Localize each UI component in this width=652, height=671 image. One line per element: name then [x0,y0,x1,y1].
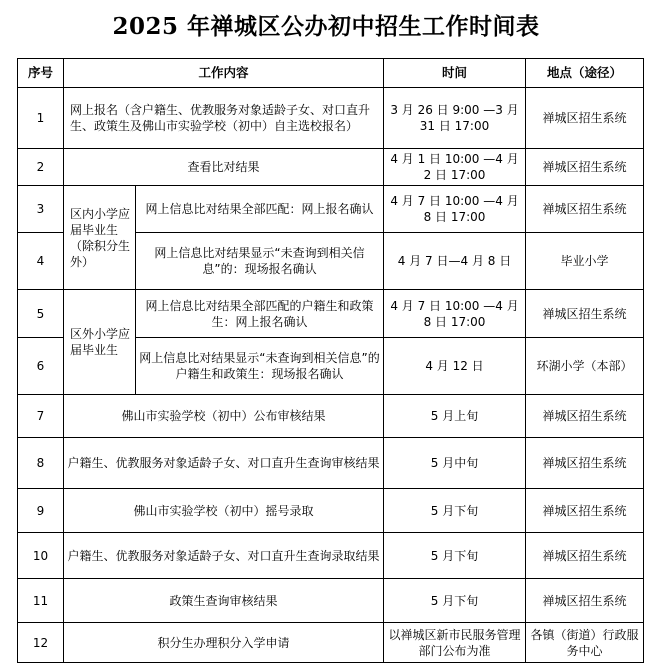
row-seq: 9 [18,489,64,533]
table-row [18,489,644,533]
row-place: 各镇（街道）行政服务中心 [526,623,644,663]
row-time: 4 月 7 日—4 月 8 日 [384,233,526,290]
row-seq: 8 [18,438,64,489]
header-place: 地点（途径） [526,59,644,88]
row-content: 户籍生、优教服务对象适龄子女、对口直升生查询审核结果 [64,438,384,489]
row-seq: 4 [18,233,64,290]
table-row [18,623,644,663]
table-row [18,88,644,149]
row-place: 禅城区招生系统 [526,489,644,533]
row-time: 5 月下旬 [384,489,526,533]
row-content: 积分生办理积分入学申请 [64,623,384,663]
row-time: 以禅城区新市民服务管理部门公布为准 [384,623,526,663]
header-seq: 序号 [18,59,64,88]
row-time: 3 月 26 日 9:00 —3 月 31 日 17:00 [384,88,526,149]
table-row [18,149,644,186]
row-seq: 6 [18,338,64,395]
table-row [18,290,644,338]
row-place: 禅城区招生系统 [526,186,644,233]
row-time: 4 月 12 日 [384,338,526,395]
table-row [18,533,644,579]
page-title: 2025 年禅城区公办初中招生工作时间表 [112,13,540,40]
table-row [18,438,644,489]
row-place: 环湖小学（本部） [526,338,644,395]
table-row [18,579,644,623]
row-content: 查看比对结果 [64,149,384,186]
row-content: 网上信息比对结果显示“未查询到相关信息”的户籍生和政策生：现场报名确认 [136,338,384,395]
header-time: 时间 [384,59,526,88]
row-seq: 12 [18,623,64,663]
row-place: 禅城区招生系统 [526,395,644,438]
header-row [18,59,644,88]
table-row [18,186,644,233]
row-place: 禅城区招生系统 [526,579,644,623]
row-seq: 2 [18,149,64,186]
group-out-district: 区外小学应届毕业生 [64,290,136,395]
row-place: 禅城区招生系统 [526,290,644,338]
row-place: 禅城区招生系统 [526,88,644,149]
row-place: 禅城区招生系统 [526,438,644,489]
row-content: 网上信息比对结果显示“未查询到相关信息”的：现场报名确认 [136,233,384,290]
row-time: 5 月上旬 [384,395,526,438]
row-time: 5 月中旬 [384,438,526,489]
row-seq: 10 [18,533,64,579]
row-content: 网上报名（含户籍生、优教服务对象适龄子女、对口直升生、政策生及佛山市实验学校（初中）自主选校报名） [64,88,384,149]
group-in-district: 区内小学应届毕业生（除积分生外） [64,186,136,290]
header-content: 工作内容 [64,59,384,88]
row-content: 网上信息比对结果全部匹配的户籍生和政策生：网上报名确认 [136,290,384,338]
row-content: 佛山市实验学校（初中）公布审核结果 [64,395,384,438]
row-time: 5 月下旬 [384,533,526,579]
row-time: 5 月下旬 [384,579,526,623]
schedule-table [17,58,644,663]
row-seq: 5 [18,290,64,338]
row-time: 4 月 1 日 10:00 —4 月 2 日 17:00 [384,149,526,186]
row-place: 毕业小学 [526,233,644,290]
row-seq: 1 [18,88,64,149]
row-content: 网上信息比对结果全部匹配：网上报名确认 [136,186,384,233]
row-time: 4 月 7 日 10:00 —4 月 8 日 17:00 [384,186,526,233]
row-place: 禅城区招生系统 [526,533,644,579]
row-content: 政策生查询审核结果 [64,579,384,623]
table-row [18,395,644,438]
row-place: 禅城区招生系统 [526,149,644,186]
row-seq: 7 [18,395,64,438]
row-seq: 11 [18,579,64,623]
row-seq: 3 [18,186,64,233]
row-content: 佛山市实验学校（初中）摇号录取 [64,489,384,533]
row-time: 4 月 7 日 10:00 —4 月 8 日 17:00 [384,290,526,338]
row-content: 户籍生、优教服务对象适龄子女、对口直升生查询录取结果 [64,533,384,579]
